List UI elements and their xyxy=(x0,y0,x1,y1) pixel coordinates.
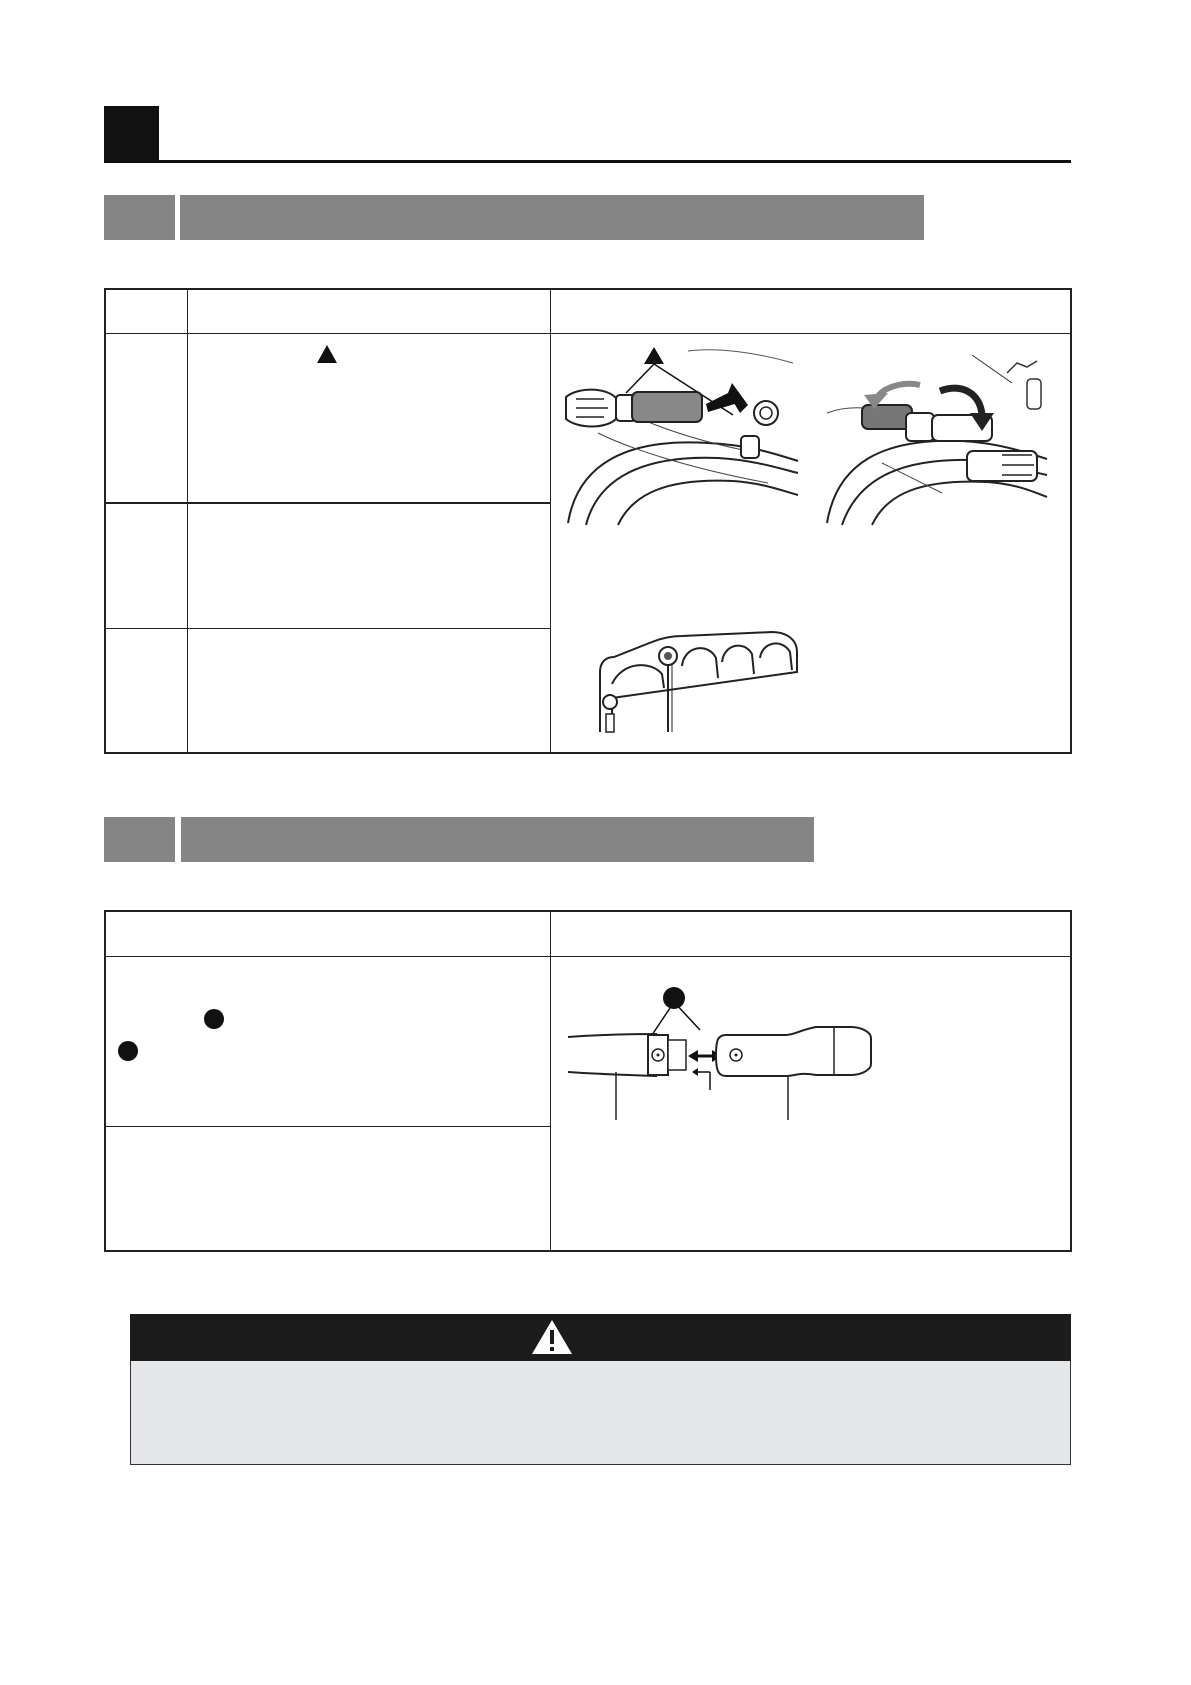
section-2-title-bar xyxy=(181,817,814,862)
chapter-rule xyxy=(104,160,1071,163)
table-1-header-instruction xyxy=(192,295,542,325)
table-1-header-divider xyxy=(104,333,1072,334)
table-2-col-divider xyxy=(550,910,551,1252)
table-1-row-divider-1 xyxy=(104,502,551,504)
section-2-number-box xyxy=(104,817,175,862)
table-1-header-step xyxy=(106,295,186,325)
table-1-row-1-text xyxy=(192,345,542,495)
handpiece-grip-slide-illustration xyxy=(558,343,808,528)
table-1-row-3-text xyxy=(192,636,542,746)
chapter-marker-block xyxy=(104,106,159,161)
table-1-header-illustration xyxy=(556,295,1066,325)
warning-text xyxy=(145,1375,1045,1451)
warning-header xyxy=(130,1314,1071,1361)
handpiece-holder-illustration xyxy=(592,622,802,732)
warning-body xyxy=(130,1361,1071,1465)
handpiece-grip-rotate-illustration xyxy=(822,343,1052,528)
section-1-number-box xyxy=(104,195,175,240)
table-1-col-divider-1 xyxy=(187,288,188,754)
section-1-title-bar xyxy=(180,195,924,240)
connector-alignment-illustration xyxy=(566,980,876,1130)
table-2-row-divider xyxy=(104,1126,551,1127)
table-2-row-1-text xyxy=(110,966,542,1116)
table-2-row-2-text xyxy=(110,1134,542,1244)
table-2-header-instruction xyxy=(110,918,542,948)
table-2-header-illustration xyxy=(556,918,1066,948)
table-1-row-2-text xyxy=(192,512,542,622)
table-2-header-divider xyxy=(104,956,1072,957)
table-1-row-divider-2 xyxy=(104,628,551,629)
warning-triangle-icon xyxy=(530,1318,574,1356)
table-1-col-divider-2 xyxy=(550,288,551,754)
